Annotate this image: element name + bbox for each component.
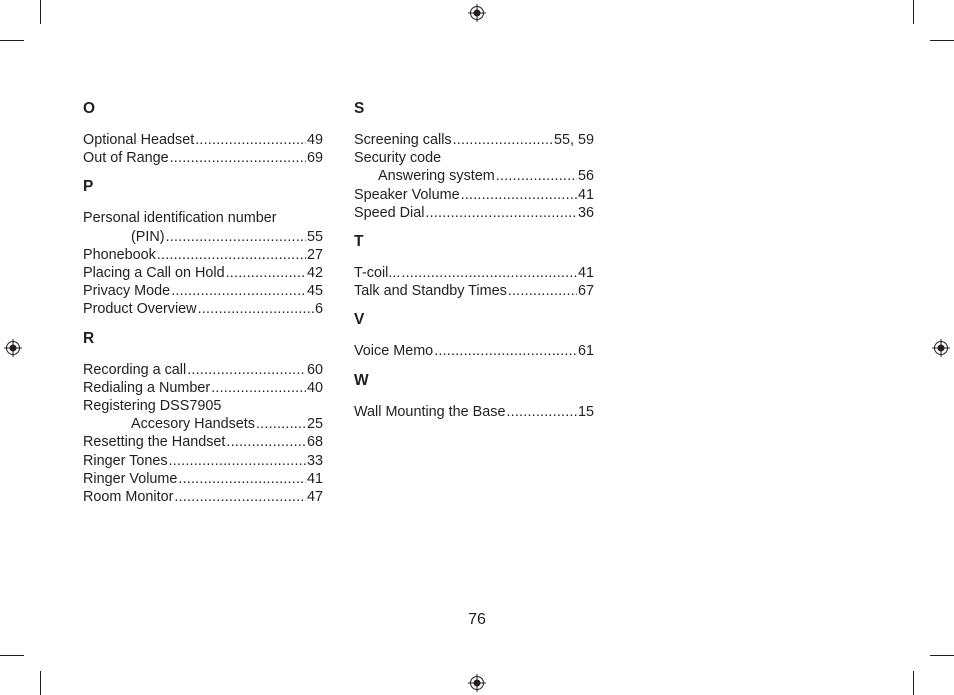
dot-leader xyxy=(496,167,577,185)
index-entry xyxy=(354,149,594,167)
registration-mark-icon xyxy=(468,674,486,692)
index-entry-page: 33 xyxy=(306,452,323,469)
index-entry xyxy=(83,470,323,488)
index-entry-page: 41 xyxy=(577,265,594,282)
index-entry xyxy=(354,186,594,204)
index-group xyxy=(83,209,323,318)
index-entry-term: Answering system xyxy=(378,168,495,185)
index-entry-page: 55 xyxy=(306,228,323,245)
index-entry-page: 41 xyxy=(306,470,323,487)
index-entry-term: (PIN) xyxy=(131,228,165,245)
index-entry xyxy=(83,209,323,227)
index-entry xyxy=(354,167,594,185)
index-entry-page: 15 xyxy=(577,403,594,420)
index-entry-page: 67 xyxy=(577,283,594,300)
index-entry-term: Security code xyxy=(354,150,442,167)
index-entry xyxy=(354,204,594,222)
index-entry-page: 36 xyxy=(577,204,594,221)
index-letter-heading: T xyxy=(354,233,364,251)
dot-leader xyxy=(461,186,577,204)
dot-leader xyxy=(187,361,306,379)
index-entry xyxy=(83,397,323,415)
index-entry-term: Optional Headset xyxy=(83,132,195,148)
index-entry xyxy=(83,452,323,470)
index-entry-page: 25 xyxy=(306,416,323,433)
dot-leader xyxy=(211,379,306,397)
registration-mark-icon xyxy=(4,339,22,357)
crop-mark xyxy=(40,0,41,24)
index-letter-heading: R xyxy=(83,329,95,347)
index-group xyxy=(83,361,323,507)
dot-leader xyxy=(195,131,306,149)
index-entry xyxy=(83,131,323,149)
index-entry xyxy=(83,300,323,318)
dot-leader xyxy=(506,403,577,421)
index-entry-term: Wall Mounting the Base xyxy=(354,403,506,420)
index-entry-term: Resetting the Handset xyxy=(83,434,226,451)
index-entry-term: Registering DSS7905 xyxy=(83,398,222,415)
index-entry-term: Out of Range xyxy=(83,150,169,167)
index-entry xyxy=(83,361,323,379)
crop-mark xyxy=(913,671,914,695)
index-group xyxy=(354,342,594,360)
index-entry-term: Accesory Handsets xyxy=(131,416,255,433)
index-entry xyxy=(354,403,594,421)
index-entry xyxy=(83,149,323,167)
dot-leader xyxy=(226,433,306,451)
index-entry-page: 49 xyxy=(306,132,323,148)
index-group xyxy=(354,131,594,222)
index-entry-term: Product Overview xyxy=(83,301,197,318)
index-entry-page: 41 xyxy=(577,186,594,203)
index-entry xyxy=(83,228,323,246)
index-entry xyxy=(83,379,323,397)
dot-leader xyxy=(171,282,306,300)
dot-leader xyxy=(169,452,306,470)
index-entry-term: Placing a Call on Hold xyxy=(83,265,225,282)
index-entry-term: Speaker Volume xyxy=(354,186,460,203)
index-entry xyxy=(83,433,323,451)
index-entry-page: 27 xyxy=(306,246,323,263)
page-number: 76 xyxy=(468,611,486,628)
crop-mark xyxy=(930,40,954,41)
crop-mark xyxy=(930,655,954,656)
index-letter-heading: O xyxy=(83,100,96,117)
index-entry-term: Phonebook xyxy=(83,246,156,263)
index-entry xyxy=(354,342,594,360)
index-entry-page: 55, 59 xyxy=(553,132,594,148)
index-letter-heading: P xyxy=(83,178,94,196)
index-entry-term: Screening calls xyxy=(354,132,452,148)
index-column-right xyxy=(354,96,594,432)
dot-leader xyxy=(434,342,577,360)
dot-leader xyxy=(157,246,306,264)
index-group xyxy=(354,403,594,421)
index-entry-term: Ringer Volume xyxy=(83,470,178,487)
dot-leader xyxy=(425,204,577,222)
index-entry-page: 42 xyxy=(306,265,323,282)
registration-mark-icon xyxy=(468,4,486,22)
dot-leader xyxy=(178,470,306,488)
index-group xyxy=(354,264,594,300)
crop-mark xyxy=(40,671,41,695)
index-entry xyxy=(354,264,594,282)
index-entry-term: Redialing a Number xyxy=(83,379,211,396)
index-entry xyxy=(83,246,323,264)
index-entry xyxy=(83,488,323,506)
crop-mark xyxy=(913,0,914,24)
index-column-left xyxy=(83,96,323,517)
index-entry-term: Room Monitor xyxy=(83,489,174,506)
index-entry-page: 6 xyxy=(314,301,323,318)
index-entry xyxy=(83,264,323,282)
index-entry xyxy=(354,131,594,149)
index-letter-heading: S xyxy=(354,100,365,117)
index-entry-page: 40 xyxy=(306,379,323,396)
index-entry-page: 68 xyxy=(306,434,323,451)
dot-leader xyxy=(170,149,306,167)
index-entry-term: Voice Memo xyxy=(354,343,434,360)
dot-leader xyxy=(401,264,577,282)
index-letter-heading: W xyxy=(354,371,369,389)
index-entry-page: 56 xyxy=(577,168,594,185)
index-entry xyxy=(83,282,323,300)
index-entry-page: 45 xyxy=(306,283,323,300)
index-entry-term: Talk and Standby Times xyxy=(354,283,507,300)
index-entry-term: Recording a call xyxy=(83,361,187,378)
index-entry xyxy=(354,282,594,300)
dot-leader xyxy=(508,282,577,300)
crop-mark xyxy=(0,655,24,656)
registration-mark-icon xyxy=(932,339,950,357)
index-entry-page: 69 xyxy=(306,150,323,167)
crop-mark xyxy=(0,40,24,41)
dot-leader xyxy=(256,415,306,433)
index-entry-term: Ringer Tones xyxy=(83,452,168,469)
index-entry-page: 60 xyxy=(306,361,323,378)
index-entry-term: Privacy Mode xyxy=(83,283,171,300)
index-entry-page: 61 xyxy=(577,343,594,360)
dot-leader xyxy=(226,264,306,282)
dot-leader xyxy=(198,300,314,318)
index-group xyxy=(83,131,323,167)
index-entry-page: 47 xyxy=(306,489,323,506)
index-entry xyxy=(83,415,323,433)
index-entry-term: T-coil... xyxy=(354,265,401,282)
index-entry-term: Personal identification number xyxy=(83,210,277,227)
index-entry-term: Speed Dial xyxy=(354,204,425,221)
dot-leader xyxy=(453,131,553,149)
dot-leader xyxy=(166,228,306,246)
dot-leader xyxy=(174,488,306,506)
index-letter-heading: V xyxy=(354,311,365,329)
